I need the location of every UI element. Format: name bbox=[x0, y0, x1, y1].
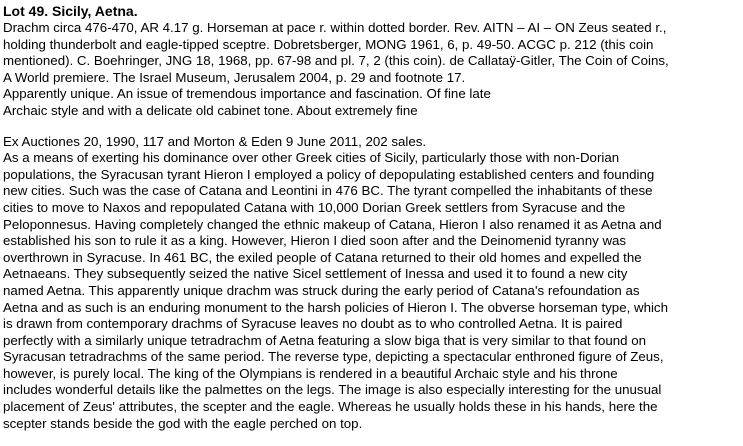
description-line: Drachm circa 476-470, AR 4.17 g. Horseman at pace r. within dotted border. Rev. AITN – AI – ON Zeus seated r., bbox=[3, 20, 667, 35]
note-line: overthrown in Syracuse. In 461 BC, the exiled people of Catana returned to their old homes and expelled the bbox=[3, 249, 642, 265]
lot-title: Lot 49. Sicily, Aetna. bbox=[3, 3, 138, 19]
note-line: Aetna and as such is an enduring monument to the harsh policies of Hieron I. The obverse horseman type, which bbox=[3, 299, 668, 315]
note-line: includes wonderful details like the palmettes on the legs. The image is also especially interesting for the unusual bbox=[3, 382, 662, 398]
provenance-line: Ex Auctiones 20, 1990, 117 and Morton & Eden 9 June 2011, 202 sales. bbox=[3, 133, 427, 149]
note-line: perfectly with a similarly unique tetradrachm of Aetna featuring a slow biga that is very similar to that found on bbox=[3, 332, 647, 348]
lot-document bbox=[3, 3, 741, 432]
note-line: however, is purely local. The king of the Olympians is rendered in a beautiful Archaic style and his throne bbox=[3, 365, 618, 381]
note-line: is drawn from contemporary drachms of Syracuse leaves no doubt as to who controlled Aetna. It is paired bbox=[3, 316, 623, 332]
note-line: established his son to rule it as a king. However, Hieron I died soon after and the Deinomenid tyranny was bbox=[3, 233, 627, 249]
description-line: Apparently unique. An issue of tremendous importance and fascination. Of fine late bbox=[3, 86, 491, 102]
description-line: holding thunderbolt and eagle-tipped sceptre. Dobretsberger, MONG 1961, 6, p. 49-50. ACGC p. 212 (this coin bbox=[3, 36, 654, 52]
note-line: placement of Zeus' attributes, the scepter and the eagle. Whereas he usually holds these in his hands, here the bbox=[3, 399, 658, 415]
coin-description bbox=[3, 20, 741, 120]
note-line: scepter stands beside the god with the eagle perched on top. bbox=[3, 415, 363, 431]
note-line: named Aetna. This apparently unique drachm was struck during the early period of Catana's refoundation as bbox=[3, 282, 640, 298]
note-line: As a means of exerting his dominance over other Greek cities of Sicily, particularly those with non-Dorian bbox=[3, 150, 620, 166]
description-line: mentioned). C. Boehringer, JNG 18, 1968, pp. 67-98 and pl. 7, 2 (this coin). de Callataÿ-Gitler, The Coin of Coins, bbox=[3, 53, 669, 69]
note-line: Aetnaeans. They subsequently seized the native Sicel settlement of Inessa and used it to found a new city bbox=[3, 266, 628, 282]
note-line: cities to move to Naxos and repopulated Catana with 10,000 Dorian Greek settlers from Syracuse and the bbox=[3, 199, 626, 215]
description-line: A World premiere. The Israel Museum, Jerusalem 2004, p. 29 and footnote 17. bbox=[3, 69, 466, 85]
provenance-and-historical-note bbox=[3, 134, 741, 433]
note-line: new cities. Such was the case of Catana and Leontini in 476 BC. The tyrant compelled the inhabitants of these bbox=[3, 183, 653, 199]
description-line: Archaic style and with a delicate old cabinet tone. About extremely fine bbox=[3, 102, 418, 118]
note-line: Peloponnesus. Having completely changed the ethnic makeup of Catana, Hieron I also renamed it as Aetna and bbox=[3, 216, 662, 232]
note-line: Syracusan tetradrachms of the same period. The reverse type, depicting a spectacular enthroned figure of Zeus, bbox=[3, 349, 664, 365]
paragraph-gap bbox=[3, 120, 741, 134]
note-line: populations, the Syracusan tyrant Hieron I employed a policy of depopulating established centers and founding bbox=[3, 166, 655, 182]
